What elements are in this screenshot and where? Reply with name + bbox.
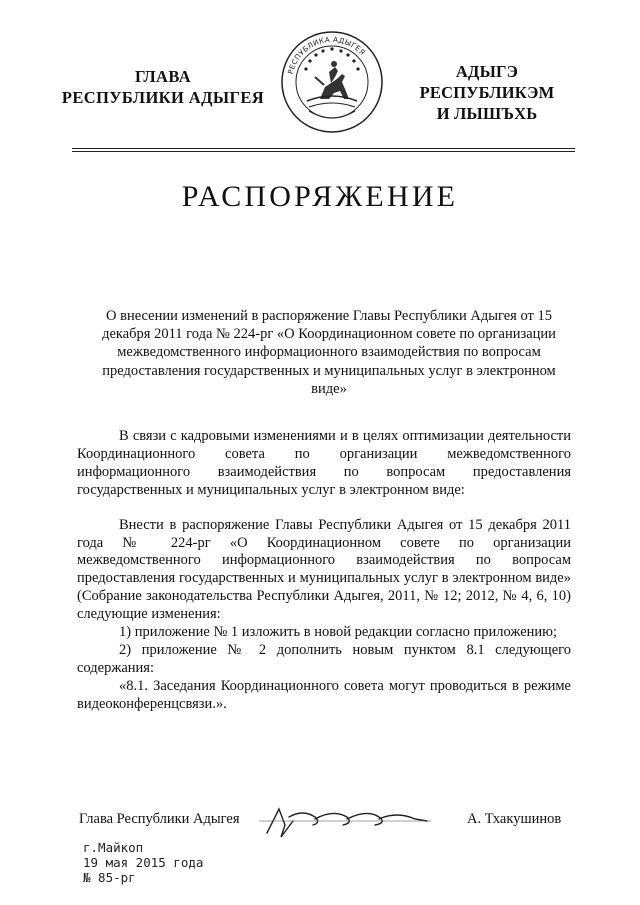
- list-item-1: 1) приложение № 1 изложить в новой редакции согласно приложению;: [119, 624, 558, 641]
- header-divider-thin: [72, 151, 575, 152]
- handwritten-signature-icon: [255, 795, 435, 845]
- registration-block: [83, 840, 203, 885]
- registration-city: г.Майкоп: [83, 840, 144, 855]
- registration-date: 19 мая 2015 года: [83, 855, 204, 870]
- signatory-name: А. Тхакушинов: [467, 811, 562, 827]
- document-title: РАСПОРЯЖЕНИЕ: [181, 180, 459, 213]
- header-left-line2: РЕСПУБЛИКИ АДЫГЕЯ: [61, 88, 265, 107]
- header-left-line1: ГЛАВА: [134, 67, 192, 86]
- document-subject: О внесении изменений в распоряжение Главы Республики Адыгея от 15 декабря 2011 года № 224-рг «О Координационном совете по организации межведомственного информационного взаимодействия по вопросам предоставления государственных и муниципальных услуг в электронном виде»: [102, 308, 556, 397]
- list-item-2-quote: «8.1. Заседания Координационного совета могут проводиться в режиме видеоконференцсвязи.».: [77, 677, 571, 712]
- emblem-motto: РЕСПУБЛИКА АДЫГЕЯ: [285, 34, 368, 76]
- signatory-position: Глава Республики Адыгея: [79, 811, 240, 827]
- header-right-line1: АДЫГЭ РЕСПУБЛИКЭМ: [419, 62, 555, 102]
- header-right-line2: И ЛЫШЪХЬ: [436, 104, 538, 123]
- header-left: [48, 66, 278, 108]
- registration-number: № 85-рг: [83, 870, 136, 885]
- header-divider: [72, 148, 575, 149]
- preamble-paragraph: В связи с кадровыми изменениями и в целях оптимизации деятельности Координационного совета по организации межведомственного информационного взаимодействия по вопросам предоставления государственных и муниципальных услуг в электронном виде:: [77, 428, 571, 498]
- header-right: [392, 61, 582, 124]
- list-item-2: 2) приложение № 2 дополнить новым пунктом 8.1 следующего содержания:: [77, 641, 571, 676]
- document-body: [77, 428, 571, 714]
- main-paragraph: Внести в распоряжение Главы Республики Адыгея от 15 декабря 2011 года № 224-рг «О Координационном совете по организации межведомственного информационного взаимодействия по вопросам предоставления государственных и муниципальных услуг в электронном виде» (Собрание законодательства Республики Адыгея, 2011, № 12; 2012, № 4, 6, 10) следующие изменения:: [77, 516, 571, 623]
- coat-of-arms-adygea-icon: [279, 29, 385, 135]
